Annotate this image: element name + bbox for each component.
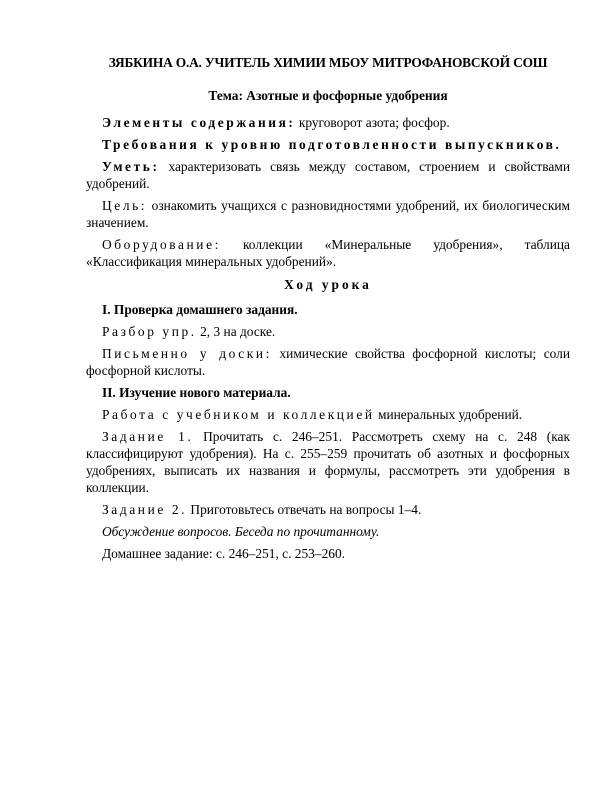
section2-task2-label: Задание 2. <box>102 502 188 517</box>
section2-task2 <box>86 501 570 518</box>
section2-task2-text: Приготовьтесь отвечать на вопросы 1–4. <box>187 502 422 517</box>
lesson-flow-title: Ход урока <box>284 277 372 292</box>
goal-label: Цель: <box>102 198 148 213</box>
requirements-label: Требования к уровню подготовленности выпускников. <box>102 137 562 152</box>
section2-task1 <box>86 428 570 496</box>
content-elements-text: круговорот азота; фосфор. <box>295 115 450 130</box>
content-elements-paragraph <box>86 114 570 131</box>
author-header: ЗЯБКИНА О.А. УЧИТЕЛЬ ХИМИИ МБОУ МИТРОФАНОВСКОЙ СОШ <box>108 55 548 70</box>
section2-task1-label: Задание 1. <box>102 429 194 444</box>
section2-work <box>86 406 570 423</box>
section2-title: II. Изучение нового материала. <box>102 385 291 400</box>
content-elements-label: Элементы содержания: <box>102 115 296 130</box>
section1-item2-label: Письменно у доски: <box>102 346 272 361</box>
equipment-paragraph <box>86 236 570 270</box>
skills-label: Уметь: <box>102 159 160 174</box>
section2-homework: Домашнее задание: с. 246–251, с. 253–260. <box>102 546 345 561</box>
requirements-paragraph <box>86 136 570 153</box>
section1-title: I. Проверка домашнего задания. <box>102 302 298 317</box>
section1-item2-text: химические свойства фосфорной кислоты; соли фосфорной кислоты. <box>86 346 570 378</box>
section1-item1-text: 2, 3 на доске. <box>196 324 276 339</box>
lesson-topic: Тема: Азотные и фосфорные удобрения <box>208 88 448 103</box>
skills-paragraph <box>86 158 570 192</box>
section2-task1-text: Прочитать с. 246–251. Рассмотреть схему на с. 248 (как классифицируют удобрения). На с. 255–259 прочитать об азотных и фосфорных удобрениях, выписать их названия и формулы, рассмотреть эти удобрения в коллекции. <box>86 429 570 495</box>
equipment-text: коллекции «Минеральные удобрения», таблица «Классификация минеральных удобрений». <box>86 237 570 269</box>
section1-item2 <box>86 345 570 379</box>
section1-item1 <box>86 323 570 340</box>
document-page <box>86 54 570 567</box>
section2-work-text: минеральных удобрений. <box>374 407 523 422</box>
section2-discussion: Обсуждение вопросов. Беседа по прочитанному. <box>102 524 380 539</box>
section1-item1-label: Разбор упр. <box>102 324 197 339</box>
section2-work-label: Работа с учебником и коллекцией <box>102 407 375 422</box>
skills-text: характеризовать связь между составом, строением и свойствами удобрений. <box>86 159 570 191</box>
goal-text: ознакомить учащихся с разновидностями удобрений, их биологическим значением. <box>86 198 570 230</box>
equipment-label: Оборудование: <box>102 237 221 252</box>
goal-paragraph <box>86 197 570 231</box>
